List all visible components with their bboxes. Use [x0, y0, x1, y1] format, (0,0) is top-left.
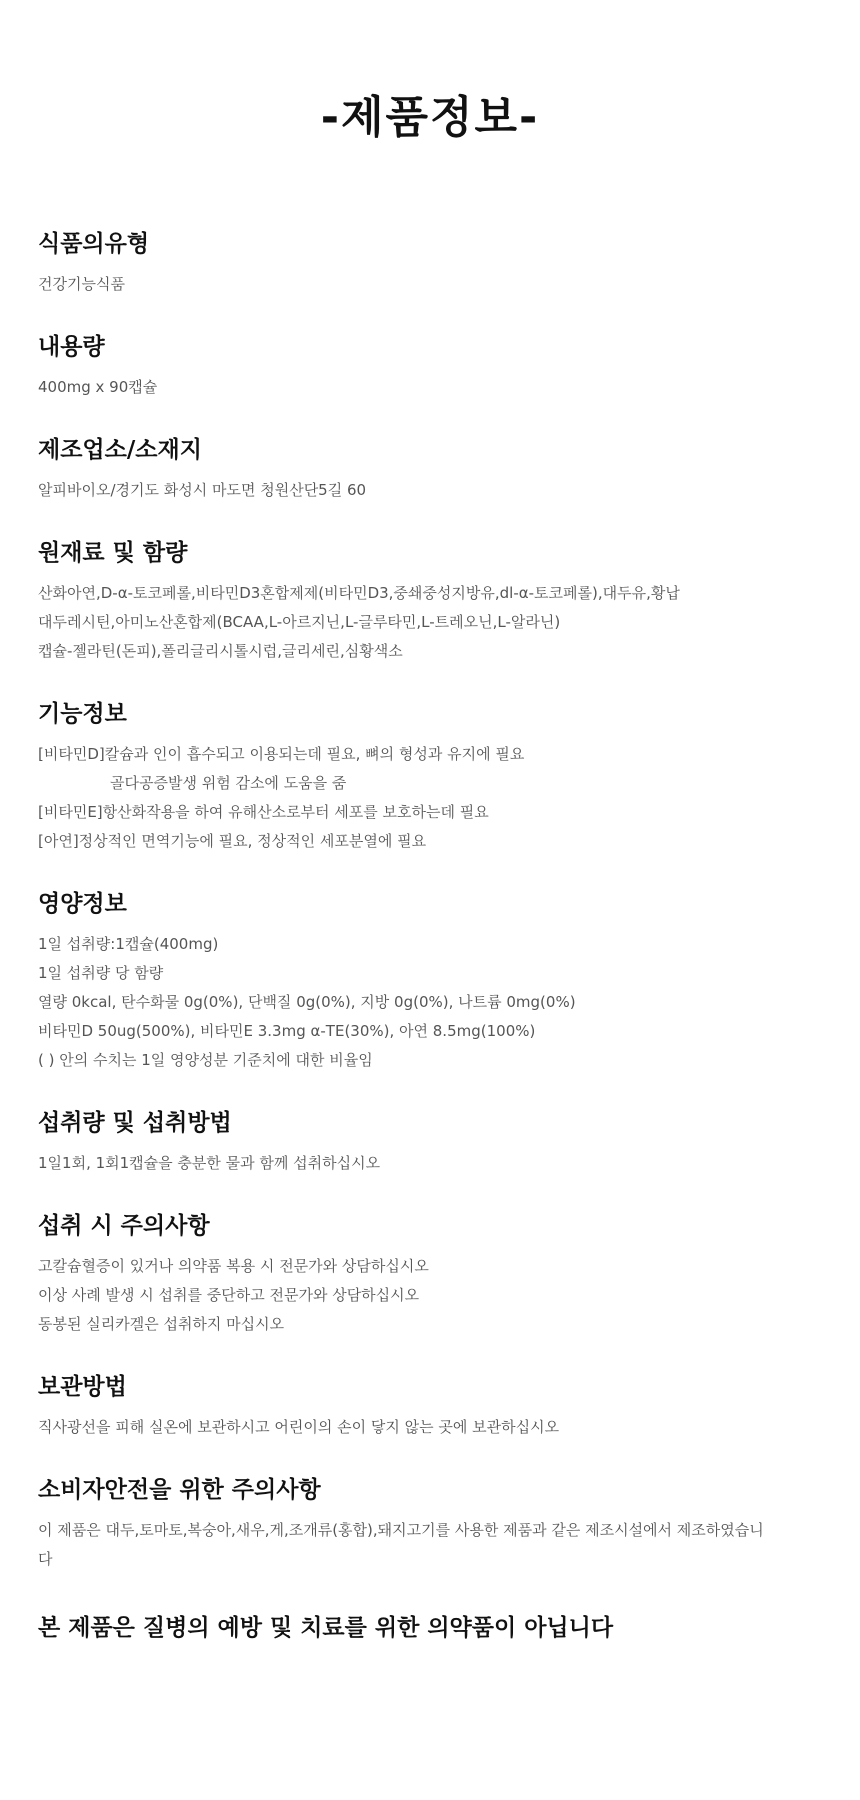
info-line: 1일 섭취량 당 함량 [38, 964, 164, 982]
product-info-content [38, 228, 828, 1644]
info-line: [아연]정상적인 면역기능에 필요, 정상적인 세포분열에 필요 [38, 832, 427, 850]
info-line: [비타민D]칼슘과 인이 흡수되고 이용되는데 필요, 뼈의 형성과 유지에 필요 [38, 745, 525, 763]
info-line: ( ) 안의 수치는 1일 영양성분 기준치에 대한 비율임 [38, 1051, 373, 1069]
section-ingredients [38, 537, 828, 666]
info-line: 동봉된 실리카겔은 섭취하지 마십시오 [38, 1315, 285, 1333]
section-heading: 원재료 및 함량 [38, 540, 188, 566]
info-line: 1일1회, 1회1캡슐을 충분한 물과 함께 섭취하십시오 [38, 1154, 381, 1172]
info-line: 열량 0kcal, 탄수화물 0g(0%), 단백질 0g(0%), 지방 0g(0%), 나트륨 0mg(0%) [38, 993, 576, 1011]
section-heading: 보관방법 [38, 1374, 127, 1400]
section-heading: 소비자안전을 위한 주의사항 [38, 1477, 321, 1503]
section-heading: 기능정보 [38, 701, 127, 727]
section-heading: 영양정보 [38, 891, 127, 917]
info-line: 1일 섭취량:1캡슐(400mg) [38, 935, 219, 953]
info-line: 비타민D 50ug(500%), 비타민E 3.3mg α-TE(30%), 아연 8.5mg(100%) [38, 1022, 536, 1040]
section-intake-method [38, 1107, 828, 1178]
section-consumer-safety [38, 1474, 828, 1574]
info-line: 고칼슘혈증이 있거나 의약품 복용 시 전문가와 상담하십시오 [38, 1257, 429, 1275]
info-line: 대두레시틴,아미노산혼합제(BCAA,L-아르지닌,L-글루타민,L-트레오닌,L-알라닌) [38, 613, 561, 631]
section-heading: 제조업소/소재지 [38, 437, 202, 463]
info-line: 캡슐-젤라틴(돈피),폴리글리시톨시럽,글리세린,심황색소 [38, 642, 403, 660]
info-line: 건강기능식품 [38, 275, 125, 293]
section-manufacturer [38, 434, 828, 505]
section-heading: 식품의유형 [38, 231, 150, 257]
section-heading: 내용량 [38, 334, 105, 360]
section-nutrition-info [38, 888, 828, 1075]
info-line: 이상 사례 발생 시 섭취를 중단하고 전문가와 상담하십시오 [38, 1286, 420, 1304]
section-heading: 섭취량 및 섭취방법 [38, 1110, 232, 1136]
info-line: 산화아연,D-α-토코페롤,비타민D3혼합제제(비타민D3,중쇄중성지방유,dl-α-토코페롤),대두유,황납 [38, 584, 680, 602]
info-line: 골다공증발생 위험 감소에 도움을 줌 [110, 774, 347, 792]
section-heading: 섭취 시 주의사항 [38, 1213, 210, 1239]
info-line: 알피바이오/경기도 화성시 마도면 청원산단5길 60 [38, 481, 367, 499]
info-line: 400mg x 90캡슐 [38, 378, 158, 396]
info-line: 이 제품은 대두,토마토,복숭아,새우,게,조개류(홍합),돼지고기를 사용한 제품과 같은 제조시설에서 제조하였습니다 [38, 1521, 764, 1568]
medical-disclaimer: 본 제품은 질병의 예방 및 치료를 위한 의약품이 아닙니다 [38, 1615, 614, 1641]
section-function-info [38, 698, 828, 856]
section-content-amount [38, 331, 828, 402]
info-line: [비타민E]항산화작용을 하여 유해산소로부터 세포를 보호하는데 필요 [38, 803, 489, 821]
section-storage [38, 1371, 828, 1442]
info-line: 직사광선을 피해 실온에 보관하시고 어린이의 손이 닿지 않는 곳에 보관하십시오 [38, 1418, 560, 1436]
section-intake-cautions [38, 1210, 828, 1339]
page-title: -제품정보- [320, 92, 540, 143]
section-food-type [38, 228, 828, 299]
